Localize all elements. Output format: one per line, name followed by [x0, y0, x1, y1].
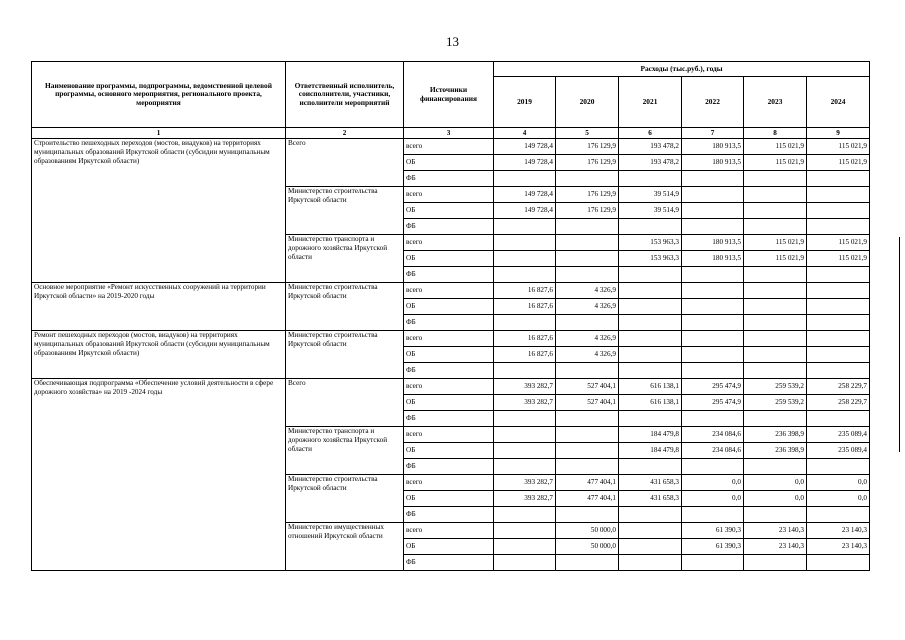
value-cell: 61 390,3 — [682, 523, 744, 539]
value-cell — [619, 219, 682, 235]
value-cell — [807, 187, 870, 203]
source-cell: ОБ — [404, 347, 494, 363]
col-number: 2 — [286, 128, 404, 139]
value-cell: 115 021,9 — [807, 155, 870, 171]
value-cell: 527 404,1 — [556, 395, 619, 411]
header-year: 2023 — [744, 77, 807, 128]
value-cell — [744, 299, 807, 315]
source-cell: ФБ — [404, 171, 494, 187]
value-cell: 39 514,9 — [619, 203, 682, 219]
value-cell — [744, 411, 807, 427]
header-year: 2024 — [807, 77, 870, 128]
value-cell: 61 390,3 — [682, 539, 744, 555]
value-cell — [807, 315, 870, 331]
value-cell: 616 138,1 — [619, 379, 682, 395]
budget-table-container — [31, 61, 869, 571]
source-cell: ОБ — [404, 203, 494, 219]
value-cell — [494, 171, 556, 187]
value-cell: 16 827,6 — [494, 331, 556, 347]
col-number: 5 — [556, 128, 619, 139]
value-cell — [556, 171, 619, 187]
value-cell: 180 913,5 — [682, 235, 744, 251]
value-cell — [556, 315, 619, 331]
margin-line — [899, 237, 900, 452]
value-cell — [619, 267, 682, 283]
value-cell: 0,0 — [682, 475, 744, 491]
value-cell: 149 728,4 — [494, 139, 556, 155]
executor-cell: Всего — [286, 139, 404, 187]
value-cell — [556, 251, 619, 267]
executor-cell: Министерство строительства Иркутской области — [286, 283, 404, 331]
value-cell — [494, 411, 556, 427]
value-cell — [682, 171, 744, 187]
source-cell: ФБ — [404, 363, 494, 379]
value-cell: 4 326,9 — [556, 283, 619, 299]
value-cell: 176 129,9 — [556, 139, 619, 155]
value-cell — [619, 315, 682, 331]
header-row-top — [32, 62, 870, 77]
header-year: 2020 — [556, 77, 619, 128]
value-cell — [744, 187, 807, 203]
value-cell — [807, 363, 870, 379]
value-cell — [744, 507, 807, 523]
value-cell: 295 474,9 — [682, 379, 744, 395]
value-cell: 527 404,1 — [556, 379, 619, 395]
value-cell: 477 404,1 — [556, 491, 619, 507]
value-cell — [556, 411, 619, 427]
value-cell: 393 282,7 — [494, 491, 556, 507]
value-cell — [682, 555, 744, 571]
value-cell — [619, 347, 682, 363]
source-cell: всего — [404, 187, 494, 203]
value-cell — [682, 187, 744, 203]
source-cell: ОБ — [404, 443, 494, 459]
value-cell — [494, 555, 556, 571]
value-cell: 176 129,9 — [556, 203, 619, 219]
table-row — [32, 283, 870, 299]
value-cell: 234 084,6 — [682, 443, 744, 459]
page-number: 13 — [446, 34, 459, 49]
value-cell: 4 326,9 — [556, 299, 619, 315]
value-cell: 0,0 — [744, 475, 807, 491]
value-cell — [682, 331, 744, 347]
table-body — [32, 62, 870, 571]
header-year: 2019 — [494, 77, 556, 128]
value-cell: 0,0 — [682, 491, 744, 507]
value-cell — [556, 459, 619, 475]
header-year: 2022 — [682, 77, 744, 128]
value-cell: 193 478,2 — [619, 139, 682, 155]
source-cell: всего — [404, 427, 494, 443]
header-source: Источники финансирования — [404, 62, 494, 128]
program-name-cell: Основное мероприятие «Ремонт искусственных сооружений на территории Иркутской области» на 2019-2020 годы — [32, 283, 286, 331]
value-cell — [682, 283, 744, 299]
budget-table — [31, 61, 870, 571]
value-cell: 23 140,3 — [807, 539, 870, 555]
value-cell: 149 728,4 — [494, 155, 556, 171]
value-cell: 115 021,9 — [744, 251, 807, 267]
table-row — [32, 331, 870, 347]
executor-cell: Министерство строительства Иркутской области — [286, 187, 404, 235]
value-cell — [807, 347, 870, 363]
value-cell — [556, 427, 619, 443]
executor-cell: Министерство транспорта и дорожного хозяйства Иркутской области — [286, 235, 404, 283]
value-cell — [556, 363, 619, 379]
program-name-cell: Ремонт пешеходных переходов (мостов, виадуков) на территориях муниципальных образований Иркутской области (субсидии муниципальным образованиям Иркутской области) — [32, 331, 286, 379]
col-number: 8 — [744, 128, 807, 139]
value-cell — [494, 459, 556, 475]
value-cell — [744, 555, 807, 571]
executor-cell: Министерство строительства Иркутской области — [286, 475, 404, 523]
value-cell: 23 140,3 — [744, 523, 807, 539]
value-cell — [556, 555, 619, 571]
value-cell: 149 728,4 — [494, 187, 556, 203]
value-cell — [494, 539, 556, 555]
value-cell — [494, 523, 556, 539]
source-cell: ФБ — [404, 555, 494, 571]
value-cell — [744, 171, 807, 187]
executor-cell: Министерство строительства Иркутской области — [286, 331, 404, 379]
program-name-cell: Обеспечивающая подпрограмма «Обеспечение условий деятельности в сфере дорожного хозяйства» на 2019 -2024 годы — [32, 379, 286, 571]
table-row — [32, 139, 870, 155]
executor-cell: Министерство транспорта и дорожного хозяйства Иркутской области — [286, 427, 404, 475]
value-cell — [807, 283, 870, 299]
value-cell: 235 089,4 — [807, 427, 870, 443]
value-cell — [744, 203, 807, 219]
value-cell — [494, 219, 556, 235]
value-cell: 176 129,9 — [556, 187, 619, 203]
source-cell: всего — [404, 235, 494, 251]
value-cell: 115 021,9 — [807, 235, 870, 251]
value-cell: 176 129,9 — [556, 155, 619, 171]
value-cell — [619, 459, 682, 475]
header-executor: Ответственный исполнитель, соисполнители, участники, исполнители мероприятий — [286, 62, 404, 128]
value-cell — [494, 251, 556, 267]
value-cell — [619, 171, 682, 187]
executor-cell: Министерство имущественных отношений Иркутской области — [286, 523, 404, 571]
value-cell — [556, 219, 619, 235]
value-cell: 50 000,0 — [556, 523, 619, 539]
value-cell — [619, 523, 682, 539]
program-name-cell: Строительство пешеходных переходов (мостов, виадуков) на территориях муниципальных образований Иркутской области (субсидии муниципальным образованиям Иркутской области) — [32, 139, 286, 283]
source-cell: ОБ — [404, 491, 494, 507]
value-cell — [619, 283, 682, 299]
value-cell — [682, 267, 744, 283]
value-cell — [682, 363, 744, 379]
value-cell: 23 140,3 — [807, 523, 870, 539]
value-cell: 295 474,9 — [682, 395, 744, 411]
value-cell — [494, 267, 556, 283]
value-cell: 184 479,8 — [619, 427, 682, 443]
source-cell: всего — [404, 283, 494, 299]
value-cell: 180 913,5 — [682, 251, 744, 267]
value-cell — [556, 267, 619, 283]
value-cell — [807, 171, 870, 187]
value-cell: 616 138,1 — [619, 395, 682, 411]
value-cell — [807, 411, 870, 427]
value-cell: 4 326,9 — [556, 347, 619, 363]
value-cell — [556, 443, 619, 459]
col-number: 7 — [682, 128, 744, 139]
value-cell — [682, 315, 744, 331]
value-cell — [807, 203, 870, 219]
value-cell: 0,0 — [744, 491, 807, 507]
value-cell: 431 658,3 — [619, 491, 682, 507]
source-cell: ФБ — [404, 267, 494, 283]
value-cell — [494, 363, 556, 379]
source-cell: ФБ — [404, 219, 494, 235]
value-cell — [744, 315, 807, 331]
value-cell — [619, 411, 682, 427]
value-cell — [556, 507, 619, 523]
value-cell: 153 963,3 — [619, 235, 682, 251]
value-cell — [744, 283, 807, 299]
value-cell — [744, 331, 807, 347]
value-cell: 0,0 — [807, 491, 870, 507]
value-cell — [619, 331, 682, 347]
value-cell — [682, 411, 744, 427]
value-cell — [682, 507, 744, 523]
source-cell: всего — [404, 379, 494, 395]
value-cell: 236 398,9 — [744, 427, 807, 443]
value-cell: 393 282,7 — [494, 475, 556, 491]
value-cell: 193 478,2 — [619, 155, 682, 171]
value-cell: 259 539,2 — [744, 379, 807, 395]
value-cell: 393 282,7 — [494, 379, 556, 395]
value-cell — [682, 459, 744, 475]
source-cell: ОБ — [404, 155, 494, 171]
value-cell — [494, 443, 556, 459]
value-cell: 50 000,0 — [556, 539, 619, 555]
value-cell — [807, 507, 870, 523]
value-cell — [744, 347, 807, 363]
value-cell — [556, 235, 619, 251]
column-numbers-row — [32, 128, 870, 139]
value-cell: 180 913,5 — [682, 139, 744, 155]
value-cell — [682, 219, 744, 235]
value-cell — [744, 363, 807, 379]
table-row — [32, 379, 870, 395]
value-cell — [682, 299, 744, 315]
value-cell — [682, 347, 744, 363]
value-cell: 4 326,9 — [556, 331, 619, 347]
col-number: 9 — [807, 128, 870, 139]
value-cell: 115 021,9 — [807, 139, 870, 155]
value-cell: 23 140,3 — [744, 539, 807, 555]
value-cell — [494, 427, 556, 443]
source-cell: ФБ — [404, 411, 494, 427]
col-number: 3 — [404, 128, 494, 139]
source-cell: ОБ — [404, 299, 494, 315]
source-cell: всего — [404, 523, 494, 539]
source-cell: ОБ — [404, 395, 494, 411]
value-cell — [807, 267, 870, 283]
value-cell — [494, 315, 556, 331]
value-cell: 234 084,6 — [682, 427, 744, 443]
source-cell: всего — [404, 475, 494, 491]
source-cell: ОБ — [404, 251, 494, 267]
value-cell: 393 282,7 — [494, 395, 556, 411]
value-cell — [619, 363, 682, 379]
value-cell: 235 089,4 — [807, 443, 870, 459]
value-cell: 115 021,9 — [744, 155, 807, 171]
value-cell — [807, 331, 870, 347]
source-cell: ФБ — [404, 315, 494, 331]
value-cell — [807, 555, 870, 571]
value-cell: 115 021,9 — [744, 139, 807, 155]
value-cell: 115 021,9 — [807, 251, 870, 267]
value-cell — [619, 299, 682, 315]
value-cell: 0,0 — [807, 475, 870, 491]
value-cell: 258 229,7 — [807, 379, 870, 395]
value-cell: 180 913,5 — [682, 155, 744, 171]
value-cell: 149 728,4 — [494, 203, 556, 219]
source-cell: всего — [404, 139, 494, 155]
source-cell: всего — [404, 331, 494, 347]
value-cell: 431 658,3 — [619, 475, 682, 491]
value-cell: 477 404,1 — [556, 475, 619, 491]
value-cell — [807, 459, 870, 475]
header-year: 2021 — [619, 77, 682, 128]
value-cell: 184 479,8 — [619, 443, 682, 459]
value-cell — [494, 507, 556, 523]
value-cell: 115 021,9 — [744, 235, 807, 251]
source-cell: ФБ — [404, 507, 494, 523]
value-cell: 16 827,6 — [494, 347, 556, 363]
value-cell: 258 229,7 — [807, 395, 870, 411]
executor-cell: Всего — [286, 379, 404, 427]
col-number: 4 — [494, 128, 556, 139]
source-cell: ФБ — [404, 459, 494, 475]
value-cell — [744, 267, 807, 283]
value-cell: 236 398,9 — [744, 443, 807, 459]
value-cell — [744, 459, 807, 475]
value-cell: 153 963,3 — [619, 251, 682, 267]
col-number: 1 — [32, 128, 286, 139]
value-cell — [619, 539, 682, 555]
value-cell: 16 827,6 — [494, 299, 556, 315]
value-cell — [619, 555, 682, 571]
value-cell — [682, 203, 744, 219]
value-cell: 16 827,6 — [494, 283, 556, 299]
source-cell: ОБ — [404, 539, 494, 555]
value-cell — [744, 219, 807, 235]
value-cell — [807, 219, 870, 235]
value-cell — [619, 507, 682, 523]
header-name: Наименование программы, подпрограммы, ведомственной целевой программы, основного мероприятия, регионального проекта, мероприятия — [32, 62, 286, 128]
value-cell: 39 514,9 — [619, 187, 682, 203]
value-cell — [807, 299, 870, 315]
value-cell: 259 539,2 — [744, 395, 807, 411]
value-cell — [494, 235, 556, 251]
header-expenses-title: Расходы (тыс.руб.), годы — [494, 62, 870, 77]
col-number: 6 — [619, 128, 682, 139]
